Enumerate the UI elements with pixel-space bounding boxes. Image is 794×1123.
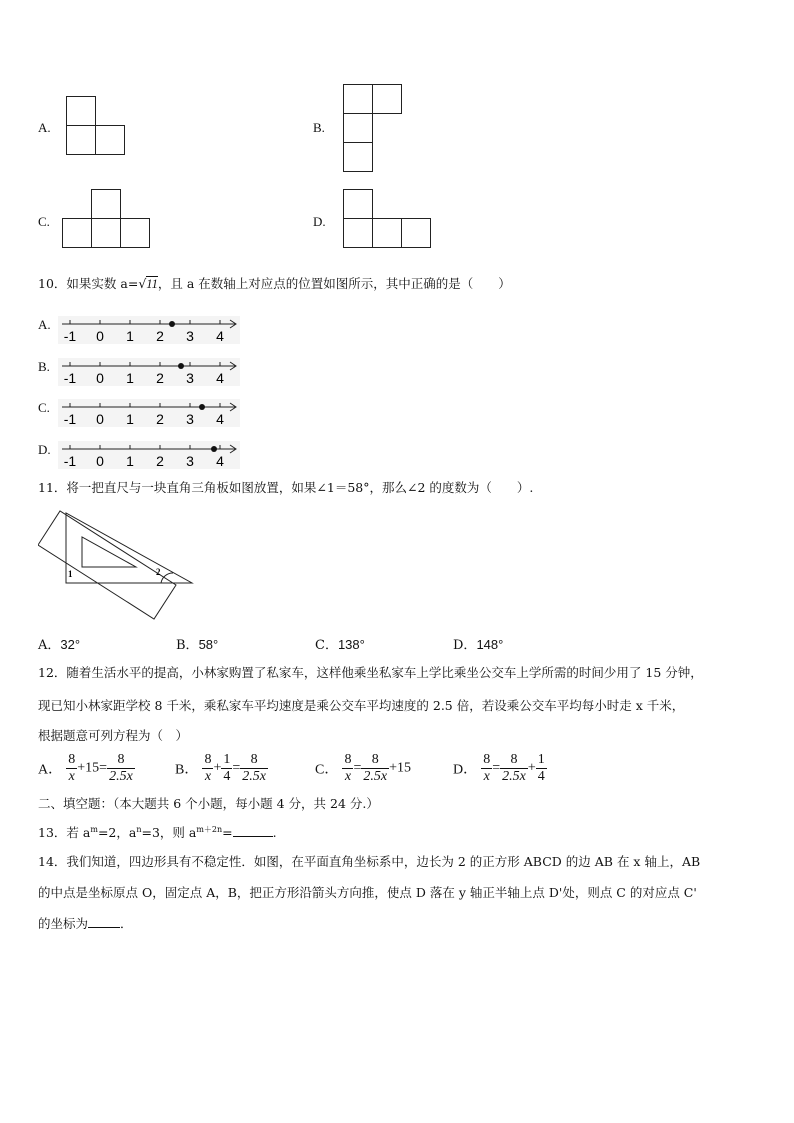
square xyxy=(95,125,125,155)
tick-label: 4 xyxy=(216,453,224,469)
tick-label: 0 xyxy=(96,328,104,344)
fraction: $\frac{8}{2.5x}$ xyxy=(502,752,526,784)
set-square-outer xyxy=(66,513,192,583)
angle1-label: 1 xyxy=(68,569,73,579)
q12-options xyxy=(38,752,788,792)
tick-label: 2 xyxy=(156,411,164,427)
q12-line3: 根据题意可列方程为（ ） xyxy=(38,728,189,743)
q10-option-label: C. xyxy=(38,400,50,415)
q10-prefix: 10．如果实数 a= xyxy=(38,276,139,291)
tick-label: 1 xyxy=(126,328,134,344)
tick-label: -1 xyxy=(63,411,77,427)
number-line xyxy=(58,358,240,386)
q11-option-a: A．32° xyxy=(38,637,81,653)
fraction: $\frac{1}{4}$ xyxy=(223,752,231,784)
fraction: $\frac{8}{2.5x}$ xyxy=(242,752,267,784)
q11-figure xyxy=(38,505,198,625)
fraction: $\frac{8}{x}$ xyxy=(344,752,352,784)
q9-option-c-label: C. xyxy=(38,214,50,229)
q12-option-d: D． $\frac{8}{x}$ = $\frac{8}{2.5x}$ + $\frac{1}{4}$ xyxy=(453,752,545,784)
square xyxy=(343,189,373,219)
square xyxy=(401,218,431,248)
tick-label: -1 xyxy=(63,370,77,386)
tick-label: -1 xyxy=(63,453,77,469)
q14-line2: 的中点是坐标原点 O，固定点 A，B，把正方形沿箭头方向推，使点 D 落在 y 轴正半轴上点 D'处，则点 C 的对应点 C' xyxy=(38,885,697,900)
tick-label: 3 xyxy=(186,411,194,427)
point-a xyxy=(178,363,184,369)
q12-option-a: A． $\frac{8}{x}$ +15= $\frac{8}{2.5x}$ xyxy=(38,752,133,784)
q12-option-c: C． $\frac{8}{x}$ = $\frac{8}{2.5x}$ +15 xyxy=(315,752,412,784)
point-a xyxy=(211,446,217,452)
tick-label: 3 xyxy=(186,453,194,469)
q14-line1: 14．我们知道，四边形具有不稳定性．如图，在平面直角坐标系中，边长为 2 的正方形 ABCD 的边 AB 在 x 轴上，AB xyxy=(38,854,701,869)
square xyxy=(372,84,402,114)
tick-label: 3 xyxy=(186,328,194,344)
fraction: $\frac{8}{x}$ xyxy=(68,752,76,784)
angle2-label: 2 xyxy=(156,567,161,577)
tick-label: 4 xyxy=(216,411,224,427)
tick-label: 0 xyxy=(96,411,104,427)
square xyxy=(66,96,96,126)
q12-line2: 现已知小林家距学校 8 千米，乘私家车平均速度是乘公交车平均速度的 2.5 倍，若设乘公交车平均每小时走 x 千米， xyxy=(38,698,685,713)
tick-label: 4 xyxy=(216,328,224,344)
sqrt-symbol: √ xyxy=(138,276,147,291)
answer-blank[interactable] xyxy=(233,824,273,837)
number-line xyxy=(58,316,240,344)
q9-option-d-label: D. xyxy=(313,214,326,229)
answer-blank[interactable] xyxy=(88,915,120,928)
tick-label: 2 xyxy=(156,453,164,469)
q9-option-b-label: B. xyxy=(313,120,325,135)
fraction: $\frac{8}{x}$ xyxy=(204,752,212,784)
q9-option-a-label: A. xyxy=(38,120,51,135)
square xyxy=(91,218,121,248)
q10-option-label: D. xyxy=(38,442,51,457)
ruler xyxy=(38,511,176,619)
square xyxy=(343,113,373,143)
q13-stem: 13．若 $a^m=2$，$a^n=3$，则 $a^{m+2n}=$ . xyxy=(38,825,277,841)
tick-label: 1 xyxy=(126,411,134,427)
tick-label: 1 xyxy=(126,453,134,469)
q10-suffix: ，且 a 在数轴上对应点的位置如图所示，其中正确的是（ ） xyxy=(157,276,511,291)
q11-option-b: B．58° xyxy=(176,637,219,653)
tick-label: 2 xyxy=(156,328,164,344)
q10-option-label: A. xyxy=(38,317,51,332)
square xyxy=(66,125,96,155)
fraction: $\frac{8}{2.5x}$ xyxy=(109,752,133,784)
q11-option-c: C．138° xyxy=(315,637,365,653)
q10-radicand: 11 xyxy=(146,277,158,291)
q10-stem xyxy=(38,275,511,293)
section-heading: 二、填空题：（本大题共 6 个小题，每小题 4 分，共 24 分.） xyxy=(38,796,379,811)
q10-option-label: B. xyxy=(38,359,50,374)
square xyxy=(343,142,373,172)
tick-label: 0 xyxy=(96,370,104,386)
point-a xyxy=(199,404,205,410)
set-square-inner xyxy=(82,537,136,567)
q11-option-d: D．148° xyxy=(453,637,504,653)
fraction: $\frac{1}{4}$ xyxy=(537,752,545,784)
square xyxy=(343,218,373,248)
square xyxy=(120,218,150,248)
tick-label: 0 xyxy=(96,453,104,469)
fraction: $\frac{8}{x}$ xyxy=(483,752,491,784)
q12-option-b: B． $\frac{8}{x}$ + $\frac{1}{4}$ = $\frac{8}{2.5x}$ xyxy=(175,752,267,784)
q12-line1: 12．随着生活水平的提高，小林家购置了私家车，这样他乘坐私家车上学比乘坐公交车上学所需的时间少用了 15 分钟， xyxy=(38,665,703,680)
square xyxy=(91,189,121,219)
tick-label: 2 xyxy=(156,370,164,386)
q11-stem: 11．将一把直尺与一块直角三角板如图放置，如果∠1＝58°，那么∠2 的度数为（ ）. xyxy=(38,480,534,495)
number-line xyxy=(58,399,240,427)
q14-line3: 的坐标为 ． xyxy=(38,916,133,931)
tick-label: 4 xyxy=(216,370,224,386)
tick-label: -1 xyxy=(63,328,77,344)
square xyxy=(372,218,402,248)
point-a xyxy=(169,321,175,327)
square xyxy=(62,218,92,248)
fraction: $\frac{8}{2.5x}$ xyxy=(363,752,388,784)
tick-label: 3 xyxy=(186,370,194,386)
square xyxy=(343,84,373,114)
number-line xyxy=(58,441,240,469)
tick-label: 1 xyxy=(126,370,134,386)
